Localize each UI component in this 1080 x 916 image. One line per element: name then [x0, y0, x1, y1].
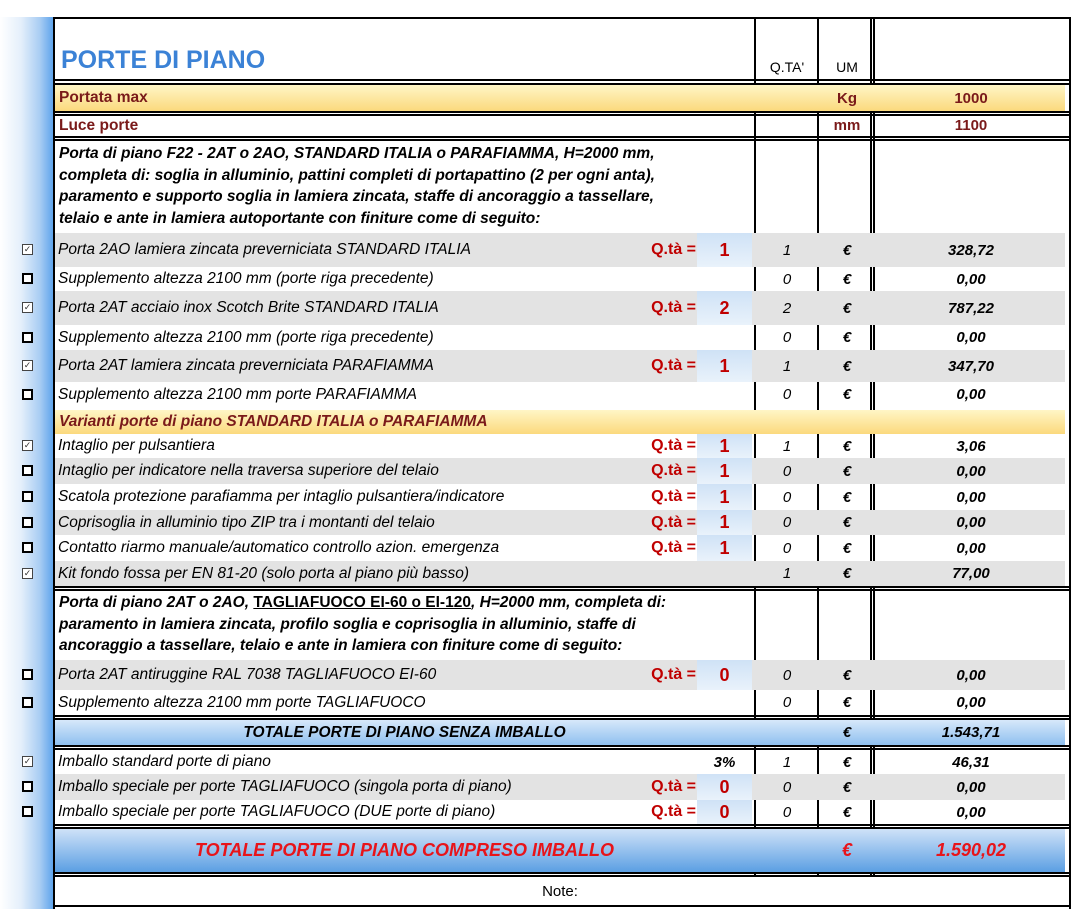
item-qty: 0 [782, 270, 792, 288]
checkbox-unchecked[interactable] [22, 542, 33, 553]
item-description: Imballo speciale per porte TAGLIAFUOCO (DUE porte di piano) [58, 803, 496, 820]
item-value: 3,06 [956, 437, 986, 455]
checkbox-unchecked[interactable] [22, 273, 33, 284]
qty-input[interactable]: 0 [697, 660, 752, 690]
description-paragraph-2 [59, 592, 749, 657]
qty-input[interactable]: 1 [697, 434, 752, 458]
item-value: 0,00 [956, 778, 986, 796]
para2-underline: TAGLIAFUOCO EI-60 o EI-120 [253, 594, 471, 611]
item-qty: 0 [782, 778, 792, 796]
item-description: Supplemento altezza 2100 mm porte TAGLIAFUOCO [58, 693, 426, 711]
qta-label: Q.tà = [651, 803, 696, 820]
item-description: Porta 2AT acciaio inox Scotch Brite STANDARD ITALIA [58, 299, 439, 316]
totale1-value: 1.543,71 [941, 724, 1001, 741]
item-um: € [842, 753, 852, 771]
qta-label: Q.tà = [651, 778, 696, 795]
left-gradient-bar [0, 17, 53, 909]
item-qty: 1 [782, 753, 792, 771]
qta-label: Q.tà = [651, 241, 696, 258]
item-qty: 0 [782, 462, 792, 480]
checkbox-unchecked[interactable] [22, 332, 33, 343]
item-description: Supplemento altezza 2100 mm (porte riga precedente) [58, 270, 434, 287]
item-description: Imballo standard porte di piano [58, 753, 271, 770]
checkbox-unchecked[interactable] [22, 697, 33, 708]
qta-label: Q.tà = [651, 539, 696, 556]
item-um: € [842, 437, 852, 455]
portata-um: Kg [837, 89, 857, 107]
checkbox-unchecked[interactable] [22, 465, 33, 476]
item-description: Porta 2AT lamiera zincata preverniciata PARAFIAMMA [58, 357, 434, 374]
qty-input[interactable]: 1 [697, 458, 752, 484]
qta-label: Q.tà = [651, 488, 696, 505]
luce-label: Luce porte [59, 116, 139, 134]
item-um: € [842, 778, 852, 796]
varianti-title: Varianti porte di piano STANDARD ITALIA o PARAFIAMMA [59, 413, 488, 430]
qty-input[interactable]: 1 [697, 233, 752, 267]
item-um: € [842, 241, 852, 259]
checkbox-unchecked[interactable] [22, 781, 33, 792]
qta-label: Q.tà = [651, 357, 696, 374]
item-qty: 1 [782, 241, 792, 259]
item-value: 0,00 [956, 666, 986, 684]
item-value: 0,00 [956, 329, 986, 346]
qty-input[interactable]: 1 [697, 510, 752, 535]
item-description: Porta 2AT antiruggine RAL 7038 TAGLIAFUOCO EI-60 [58, 666, 437, 683]
para2-line1-pre: Porta di piano 2AT o 2AO, [59, 594, 254, 611]
para2-line1-post: , H=2000 mm, completa di: [470, 594, 667, 611]
totale2-value: 1.590,02 [935, 840, 1007, 860]
item-value: 0,00 [956, 694, 986, 711]
item-um: € [842, 299, 852, 317]
checkbox-unchecked[interactable] [22, 669, 33, 680]
item-qty: 2 [782, 299, 792, 317]
item-um: € [842, 694, 852, 711]
item-qty: 1 [782, 437, 792, 455]
item-um: € [842, 539, 852, 557]
description-paragraph-1 [59, 143, 749, 229]
para1-line: Porta di piano F22 - 2AT o 2AO, STANDARD ITALIA o PARAFIAMMA, H=2000 mm, [59, 145, 655, 162]
item-value: 77,00 [952, 565, 990, 582]
header-um: UM [836, 59, 858, 75]
item-value: 0,00 [956, 539, 986, 557]
qty-input[interactable]: 1 [697, 484, 752, 510]
qty-input[interactable]: 1 [697, 350, 752, 382]
item-um: € [842, 488, 852, 506]
item-value: 0,00 [956, 386, 986, 403]
header-qty: Q.TA' [769, 59, 805, 75]
totale2-um: € [841, 840, 852, 860]
qty-input[interactable]: 0 [697, 800, 752, 824]
item-value: 46,31 [952, 753, 990, 771]
item-qty: 0 [782, 803, 792, 821]
checkbox-checked[interactable]: ✓ [23, 302, 32, 312]
item-description: Intaglio per indicatore nella traversa superiore del telaio [58, 462, 439, 479]
item-qty: 0 [782, 488, 792, 506]
item-um: € [842, 270, 852, 288]
portata-value: 1000 [954, 89, 988, 107]
para2-line [59, 592, 749, 614]
item-value: 0,00 [956, 462, 986, 480]
item-description: Porta 2AO lamiera zincata preverniciata STANDARD ITALIA [58, 241, 471, 258]
item-qty: 0 [782, 514, 792, 531]
item-value: 0,00 [956, 514, 986, 531]
qty-input[interactable]: 1 [697, 535, 752, 561]
luce-value: 1100 [954, 117, 988, 134]
item-value: 347,70 [948, 357, 994, 375]
checkbox-unchecked[interactable] [22, 806, 33, 817]
checkbox-checked[interactable]: ✓ [23, 244, 32, 254]
item-um: € [842, 803, 852, 821]
item-value: 0,00 [956, 803, 986, 821]
para2-line: ancoraggio a tassellare, telaio e ante in lamiera con finiture come di seguito: [59, 637, 623, 654]
checkbox-unchecked[interactable] [22, 389, 33, 400]
item-qty: 1 [782, 565, 792, 582]
item-um: € [842, 514, 852, 531]
item-qty: 0 [782, 386, 792, 403]
checkbox-unchecked[interactable] [22, 517, 33, 528]
item-description: Supplemento altezza 2100 mm porte PARAFIAMMA [58, 385, 417, 403]
item-um: € [842, 565, 852, 582]
totale1-label: TOTALE PORTE DI PIANO SENZA IMBALLO [243, 723, 566, 741]
qta-label: Q.tà = [651, 462, 696, 479]
item-qty: 0 [782, 329, 792, 346]
item-um: € [842, 329, 852, 346]
qta-label: Q.tà = [651, 513, 696, 531]
item-qty: 1 [782, 357, 792, 375]
item-qty: 0 [782, 539, 792, 557]
item-description: Imballo speciale per porte TAGLIAFUOCO (singola porta di piano) [58, 778, 512, 795]
item-value: 0,00 [956, 488, 986, 506]
item-value: 328,72 [948, 241, 994, 259]
para1-line: completa di: soglia in alluminio, pattini completi di portapattino (2 per ogni anta), [59, 166, 655, 184]
item-value: 0,00 [956, 270, 986, 288]
checkbox-checked[interactable]: ✓ [23, 440, 32, 450]
item-description: Supplemento altezza 2100 mm (porte riga precedente) [58, 328, 434, 346]
qty-input[interactable]: 2 [697, 291, 752, 325]
checkbox-checked[interactable]: ✓ [23, 360, 32, 370]
checkbox-checked[interactable]: ✓ [23, 568, 32, 578]
qta-label: Q.tà = [651, 299, 696, 316]
quote-sheet [53, 17, 1071, 909]
totale2-label: TOTALE PORTE DI PIANO COMPRESO IMBALLO [194, 840, 615, 860]
item-description: Kit fondo fossa per EN 81-20 (solo porta al piano più basso) [58, 564, 469, 582]
qta-label: Q.tà = [651, 666, 696, 683]
item-qty: 0 [782, 666, 792, 684]
item-um: € [842, 666, 852, 684]
item-um: € [842, 386, 852, 403]
para1-line: paramento e supporto soglia in lamiera zincata, staffe di ancoraggio a tassellare, [59, 188, 654, 205]
portata-label: Portata max [59, 89, 148, 106]
para1-line: telaio e ante in lamiera autoportante con finiture come di seguito: [59, 209, 541, 227]
luce-um: mm [833, 117, 861, 134]
checkbox-checked[interactable]: ✓ [23, 756, 32, 766]
qty-input[interactable]: 0 [697, 774, 752, 800]
qta-label: Q.tà = [651, 437, 696, 454]
checkbox-unchecked[interactable] [22, 491, 33, 502]
item-description: Contatto riarmo manuale/automatico controllo azion. emergenza [58, 539, 500, 556]
note-label: Note: [542, 882, 578, 900]
item-um: € [842, 462, 852, 480]
percent-label: 3% [713, 753, 736, 771]
page-title: PORTE DI PIANO [61, 45, 266, 74]
item-qty: 0 [782, 694, 792, 711]
item-um: € [842, 357, 852, 375]
para2-line: paramento in lamiera zincata, profilo soglia e coprisoglia in alluminio, staffe di [59, 615, 636, 633]
item-description: Coprisoglia in alluminio tipo ZIP tra i montanti del telaio [58, 513, 435, 531]
item-value: 787,22 [948, 299, 994, 317]
totale1-um: € [842, 724, 852, 741]
item-description: Intaglio per pulsantiera [58, 437, 215, 454]
item-description: Scatola protezione parafiamma per intaglio pulsantiera/indicatore [58, 488, 505, 505]
